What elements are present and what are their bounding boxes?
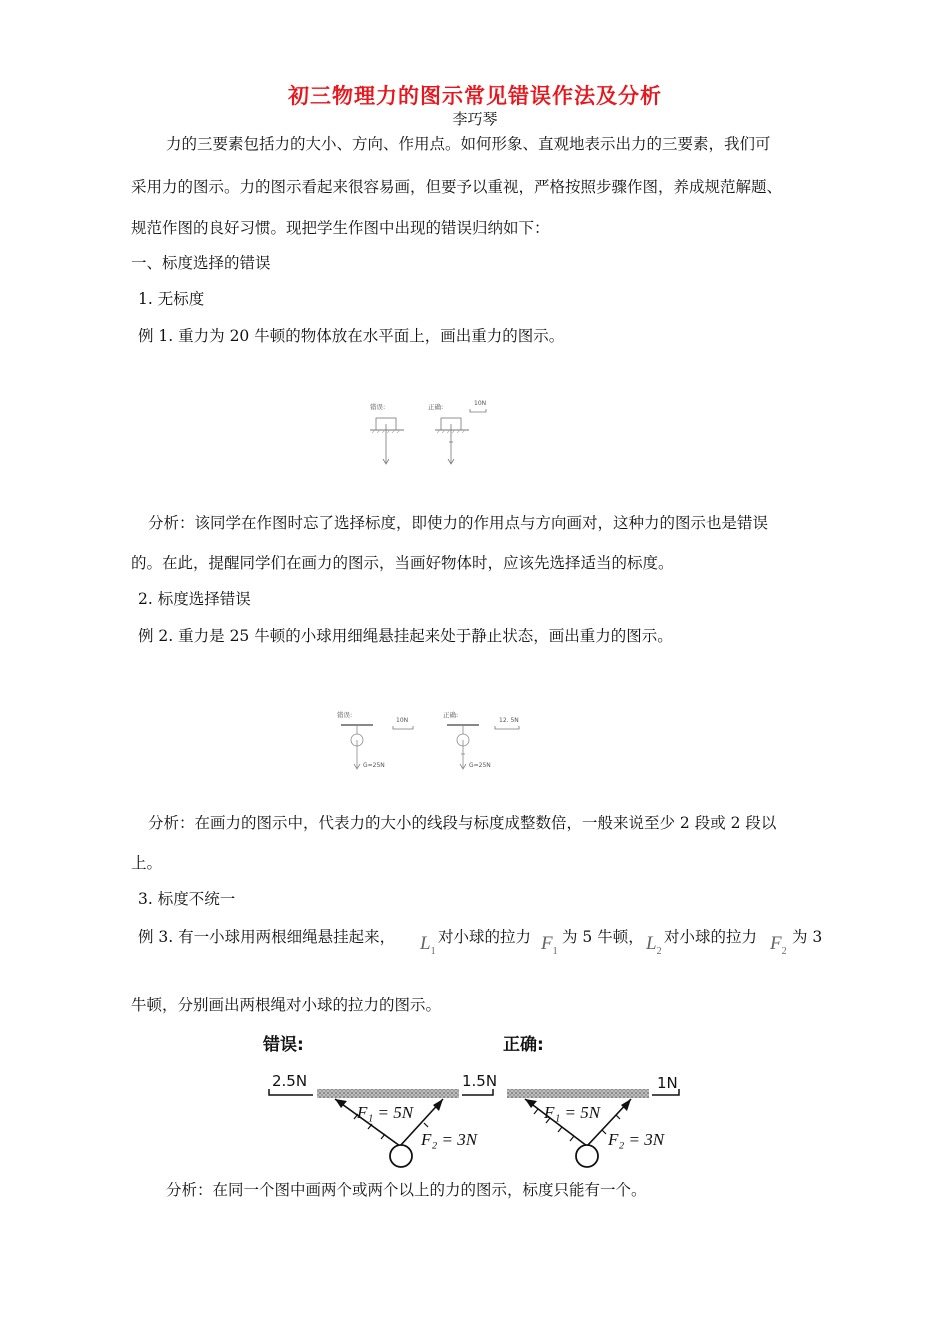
intro-line-2: 采用力的图示。力的图示看起来很容易画，但要予以重视，严格按照步骤作图，养成规范解题、: [131, 178, 783, 196]
intro-line-1: 力的三要素包括力的大小、方向、作用点。如何形象、直观地表示出力的三要素，我们可: [166, 135, 771, 153]
fig2-right-label: 正确:: [443, 711, 459, 719]
var-L2: $L_2$: [646, 933, 662, 957]
fig2-right-force-label: G=25N: [469, 762, 491, 769]
intro-line-3: 规范作图的良好习惯。现把学生作图中出现的错误归纳如下：: [131, 219, 550, 237]
fig1-scale-label: 10N: [474, 400, 487, 407]
example3-part-3: 为 5 牛顿，: [562, 928, 644, 946]
sub2-heading: 2. 标度选择错误: [138, 590, 251, 608]
var-L1: $L_1$: [420, 933, 436, 957]
fig3-right-f2-label: F₂ = 3N: [608, 1130, 665, 1149]
fig2-wrong-label: 错误:: [337, 711, 353, 719]
fig3-right-f1-label: F₁ = 5N: [544, 1103, 601, 1122]
fig2-right-scale-bar: [495, 726, 519, 729]
example2-text: 例 2. 重力是 25 牛顿的小球用细绳悬挂起来处于静止状态，画出重力的图示。: [138, 627, 673, 645]
fig3-wrong-scale1-label: 2.5N: [272, 1072, 308, 1090]
example3-part-1: 例 3. 有一小球用两根细绳悬挂起来，: [138, 928, 396, 946]
fig3-wrong-ceiling: [317, 1089, 459, 1098]
fig1-wrong-label: 错误:: [370, 403, 386, 411]
sub1-heading: 1. 无标度: [138, 290, 205, 308]
example3-part-5: 为 3: [792, 928, 823, 946]
var-F2: $F_2$: [770, 933, 787, 957]
fig3-right-ceiling: [507, 1089, 649, 1098]
fig2-wrong-scale-bar: [393, 726, 413, 729]
analysis3-text: 分析：在同一个图中画两个或两个以上的力的图示，标度只能有一个。: [166, 1181, 647, 1199]
fig1-scale-bar: [470, 409, 486, 412]
analysis1-line-1: 分析：该同学在作图时忘了选择标度，即使力的作用点与方向画对，这种力的图示也是错误: [148, 514, 769, 532]
page-title: 初三物理力的图示常见错误作法及分析: [288, 83, 662, 108]
example3-part-2: 对小球的拉力: [438, 928, 532, 946]
fig3-right-ball: [576, 1145, 598, 1167]
example3-part-4: 对小球的拉力: [664, 928, 758, 946]
analysis1-line-2: 的。在此，提醒同学们在画力的图示，当画好物体时，应该先选择适当的标度。: [131, 554, 674, 572]
figure-3: [255, 1028, 695, 1172]
example1-text: 例 1. 重力为 20 牛顿的物体放在水平面上，画出重力的图示。: [138, 327, 565, 345]
fig3-wrong-scale2-label: 1.5N: [462, 1072, 498, 1090]
fig3-right-scale-label: 1N: [657, 1074, 678, 1092]
analysis2-line-2: 上。: [131, 854, 163, 872]
fig3-wrong-ball: [390, 1145, 412, 1167]
fig2-wrong-scale-label: 10N: [396, 717, 409, 724]
analysis2-line-1: 分析：在画力的图示中，代表力的大小的线段与标度成整数倍，一般来说至少 2 段或 2 段以: [148, 814, 777, 832]
fig1-right-label: 正确:: [428, 403, 444, 411]
fig3-wrong-f2-label: F₂ = 3N: [421, 1130, 478, 1149]
author: 李巧琴: [452, 110, 498, 128]
example3-line-2: 牛顿，分别画出两根绳对小球的拉力的图示。: [131, 996, 442, 1014]
fig2-wrong-force-label: G=25N: [363, 762, 385, 769]
sub3-heading: 3. 标度不统一: [138, 890, 236, 908]
figure-1: [360, 395, 500, 470]
fig2-right-scale-label: 12. 5N: [499, 717, 519, 724]
fig3-wrong-f1-label: F₁ = 5N: [357, 1103, 414, 1122]
var-F1: $F_1$: [541, 933, 558, 957]
figure-2: [335, 708, 535, 776]
fig3-right-label: 正确:: [503, 1035, 544, 1055]
fig3-wrong-label: 错误:: [263, 1035, 304, 1055]
section1-heading: 一、标度选择的错误: [131, 254, 271, 272]
